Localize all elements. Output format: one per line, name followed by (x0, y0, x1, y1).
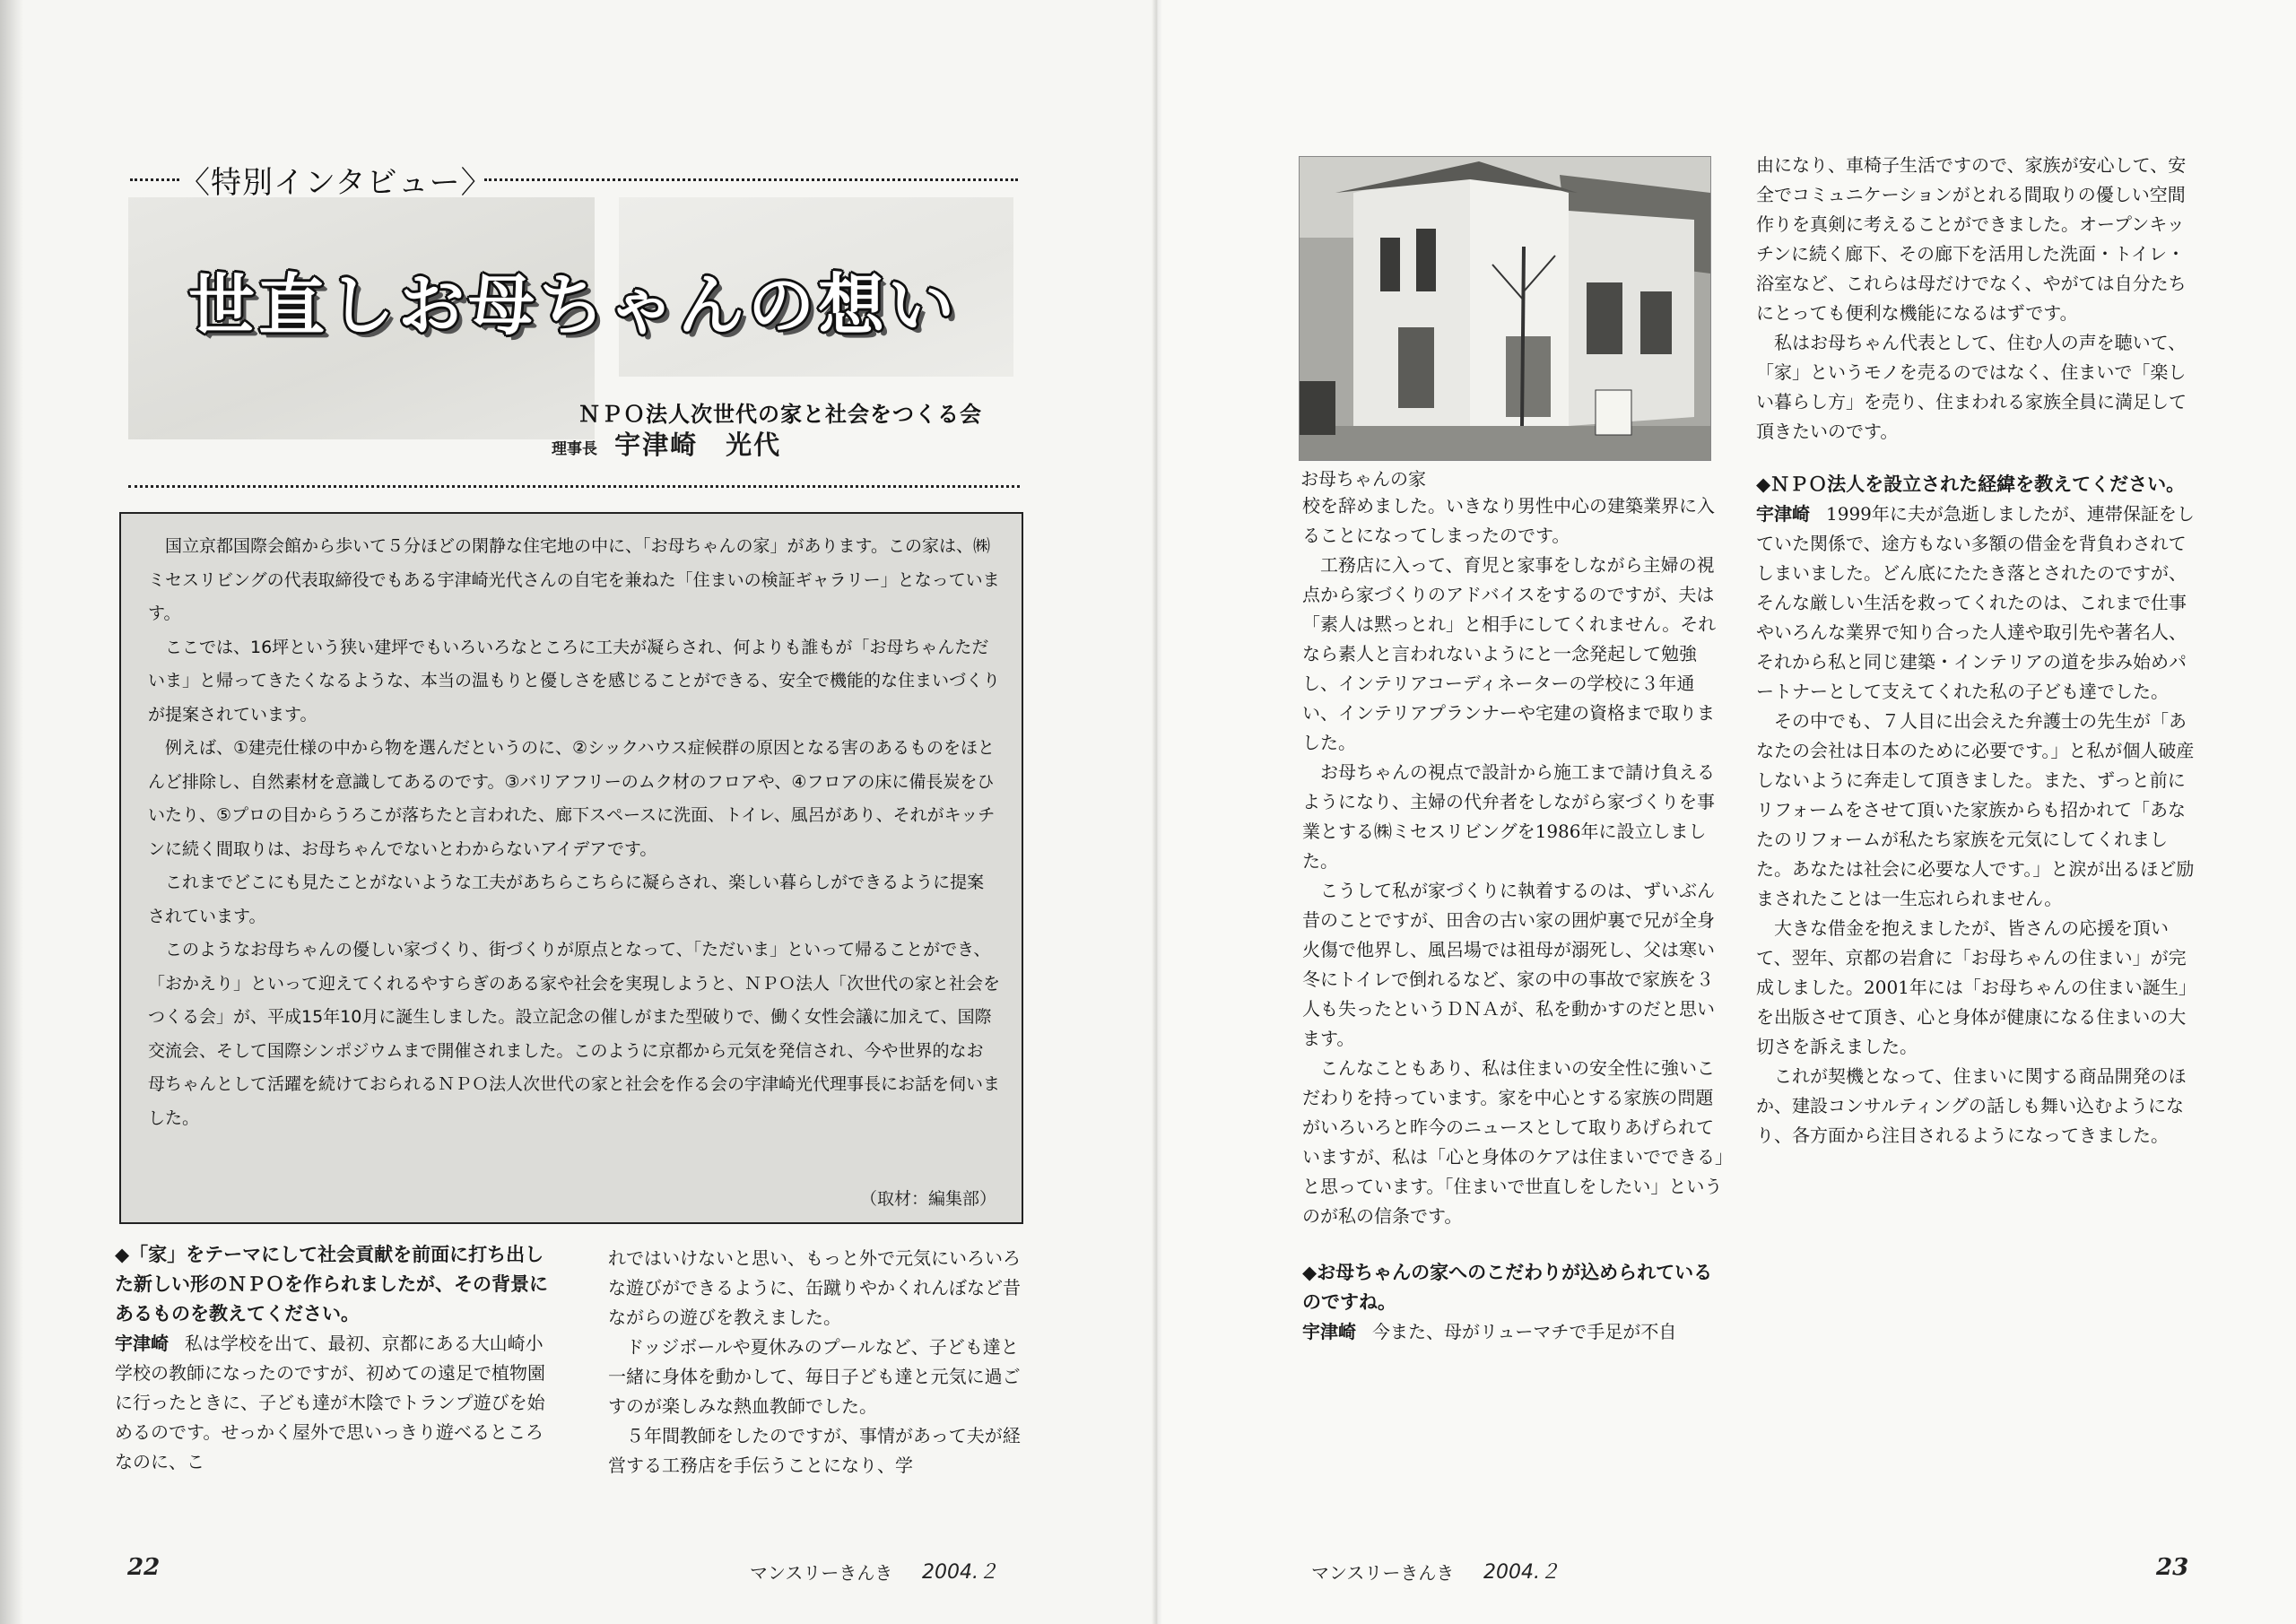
speaker-label: 宇津崎 (1756, 503, 1810, 525)
page-edge-shadow (0, 0, 23, 1624)
right-column-1 (1302, 491, 1724, 1347)
answer-3 (1756, 499, 2200, 707)
header-dotted-rule-right (484, 178, 1018, 181)
body-paragraph: こんなこともあり、私は住まいの安全性に強いこだわりを持っています。家を中心とする家族の問題がいろいろと昨今のニュースとして取りあげられていますが、私は「心と身体のケアは住まいでできる」と思っています。「住まいで世直しをしたい」というのが私の信条です。 (1302, 1057, 1724, 1227)
footer-magazine-right: マンスリーきんき (1311, 1562, 1455, 1584)
body-paragraph: 工務店に入って、育児と家事をしながら主婦の視点から家づくりのアドバイスをするのですが、夫は「素人は黙っとれ」と相手にしてくれません。それなら素人と言われないようにと一念発起して勉強し、インテリアコーディネーターの学校に３年通い、インテリアプランナーや宅建の資格まで取りました。 (1302, 554, 1717, 753)
answer-3-text: 1999年に夫が急逝しましたが、連帯保証をしていた関係で、途方もない多額の借金を背負わされてしまいました。どん底にたたき落とされたのですが、そんな厳しい生活を救ってくれたのは、これまで仕事やいろんな業界で知り合った人達や取引先や著名人、それから私と同じ建築・インテリアの道を歩み始めパートナーとして支えてくれた私の子ども達でした。 (1756, 503, 2195, 702)
body-paragraph: 大きな借金を抱えましたが、皆さんの応援を頂いて、翌年、京都の岩倉に「お母ちゃんの住まい」が完成しました。2001年には「お母ちゃんの住まい誕生」を出版させて頂き、心と身体が健康になる住まいの大切さを訴えました。 (1756, 917, 2196, 1057)
left-column-2 (608, 1244, 1021, 1481)
body-paragraph: れではいけないと思い、もっと外で元気にいろいろな遊びができるように、缶蹴りやかくれんぼなど昔ながらの遊びを教えました。 (608, 1247, 1021, 1328)
body-paragraph: その中でも、７人目に出会えた弁護士の先生が「あなたの会社は日本のために必要です。」と私が個人破産しないように奔走して頂きました。また、ずっと前にリフォームをさせて頂いた家族からも招かれて「あなたのリフォームが私たち家族を元気にしてくれました。あなたは社会に必要な人です。」と涙が出るほど励まされたことは一生忘れられません。 (1756, 710, 2195, 909)
speaker-label: 宇津崎 (1302, 1321, 1356, 1342)
section-label: 〈特別インタビュー〉 (179, 165, 492, 201)
house-illustration (1300, 157, 1710, 460)
page-number-left: 22 (127, 1554, 161, 1581)
intro-paragraph: ここでは、16坪という狭い建坪でもいろいろなところに工夫が凝らされ、何よりも誰もが「お母ちゃんただいま」と帰ってきたくなるような、本当の温もりと優しさを感じることができる、安全で機能的な住まいづくりが提案されています。 (148, 637, 1001, 725)
body-paragraph: 由になり、車椅子生活ですので、家族が安心して、安全でコミュニケーションがとれる間取りの優しい空間作りを真剣に考えることができました。オープンキッチンに続く廊下、その廊下を活用した洗面・トイレ・浴室など、これらは母だけでなく、やがては自分たちにとっても便利な機能になるはずです。 (1756, 154, 2187, 324)
interviewee-line (552, 425, 781, 462)
page-number-right: 23 (2156, 1554, 2189, 1581)
speaker-label: 宇津崎 (115, 1333, 169, 1354)
house-photo (1299, 156, 1711, 461)
question-1: ◆「家」をテーマにして社会貢献を前面に打ち出した新しい形のＮＰＯを作られましたが、その背景にあるものを教えてください。 (115, 1244, 548, 1324)
answer-1 (115, 1329, 554, 1477)
body-paragraph: お母ちゃんの視点で設計から施工まで請け負えるようになり、主婦の代弁者をしながら家づくりを事業とする㈱ミセスリビングを1986年に設立しました。 (1302, 761, 1715, 872)
interviewee-name: 宇津崎 光代 (614, 430, 782, 460)
header-dotted-rule-left (130, 178, 179, 181)
left-column-1 (115, 1240, 554, 1477)
photo-caption: お母ちゃんの家 (1300, 468, 1426, 490)
article-title: 世直しお母ちゃんの想い (188, 267, 958, 344)
right-column-2 (1756, 151, 2200, 1151)
organization-name: ＮＰＯ法人次世代の家と社会をつくる会 (578, 402, 982, 427)
question-3: ◆ＮＰＯ法人を設立された経緯を教えてください。 (1756, 473, 2186, 495)
body-paragraph: ５年間教師をしたのですが、事情があって夫が経営する工務店を手伝うことになり、学 (608, 1425, 1021, 1476)
intro-paragraph: 国立京都国際会館から歩いて５分ほどの閑静な住宅地の中に、「お母ちゃんの家」があります。この家は、㈱ミセスリビングの代表取締役でもある宇津崎光代さんの自宅を兼ねた「住まいの検証ギャラリー」となっています。 (148, 536, 1000, 623)
intro-paragraph: このようなお母ちゃんの優しい家づくり、街づくりが原点となって、「ただいま」といって帰ることができ、「おかえり」といって迎えてくれるやすらぎのある家や社会を実現しようと、ＮＰＯ法人「次世代の家と社会をつくる会」が、平成15年10月に誕生しました。設立記念の催しがまた型破りで、働く女性会議に加えて、国際交流会、そして国際シンポジウムまで開催されました。このように京都から元気を発信され、今や世界的なお母ちゃんとして活躍を続けておられるＮＰＯ法人次世代の家と社会を作る会の宇津崎光代理事長にお話を伺いました。 (148, 940, 1001, 1128)
answer-2-text: 今また、母がリューマチで手足が不自 (1372, 1321, 1677, 1342)
intro-paragraph: これまでどこにも見たことがないような工夫があちらこちらに凝らされ、楽しい暮らしができるように提案されています。 (148, 873, 985, 926)
intro-text (148, 530, 1000, 1135)
body-paragraph: こうして私が家づくりに執着するのは、ずいぶん昔のことですが、田舎の古い家の囲炉裏で兄が全身火傷で他界し、風呂場では祖母が溺死し、父は寒い冬にトイレで倒れるなど、家の中の事故で家族を３人も失ったというＤＮＡが、私を動かすのだと思います。 (1302, 880, 1715, 1049)
interviewee-role: 理事長 (552, 440, 597, 458)
body-paragraph: これが契機となって、住まいに関する商品開発のほか、建設コンサルティングの話しも舞い込むようになり、各方面から注目されるようになってきました。 (1756, 1065, 2187, 1146)
answer-1-text: 私は学校を出て、最初、京都にある大山崎小学校の教師になったのですが、初めての遠足で植物園に行ったときに、子ども達が木陰でトランプ遊びを始めるのです。せっかく屋外で思いっきり遊べるところなのに、こ (115, 1333, 545, 1472)
header-bottom-dotted-rule (128, 485, 1020, 488)
question-2: ◆お母ちゃんの家へのこだわりが込められているのですね。 (1302, 1262, 1713, 1313)
footer-date-left: 2004.２ (922, 1561, 998, 1584)
book-gutter (1152, 0, 1162, 1624)
body-paragraph: 私はお母ちゃん代表として、住む人の声を聴いて、「家」というモノを売るのではなく、住まいで「楽しい暮らし方」を売り、住まわれる家族全員に満足して頂きたいのです。 (1756, 332, 2187, 442)
body-paragraph: ドッジボールや夏休みのプールなど、子ども達と一緒に身体を動かして、毎日子ども達と元気に過ごすのが楽しみな熱血教師でした。 (608, 1336, 1021, 1417)
body-paragraph: 校を辞めました。いきなり男性中心の建築業界に入ることになってしまったのです。 (1302, 495, 1715, 546)
footer-magazine-left: マンスリーきんき (750, 1562, 893, 1584)
intro-box (119, 512, 1023, 1224)
footer-date-right: 2004.２ (1483, 1561, 1560, 1584)
intro-paragraph: 例えば、①建売仕様の中から物を選んだというのに、②シックハウス症候群の原因となる害のあるものをほとんど排除し、自然素材を意識してあるのです。③バリアフリーのムク材のフロアや、④フロアの床に備長炭をひいたり、⑤プロの目からうろこが落ちたと言われた、廊下スペースに洗面、トイレ、風呂があり、それがキッチンに続く間取りは、お母ちゃんでないとわからないアイデアです。 (148, 738, 996, 859)
answer-2 (1302, 1317, 1724, 1347)
credit: （取材：編集部） (859, 1189, 996, 1209)
